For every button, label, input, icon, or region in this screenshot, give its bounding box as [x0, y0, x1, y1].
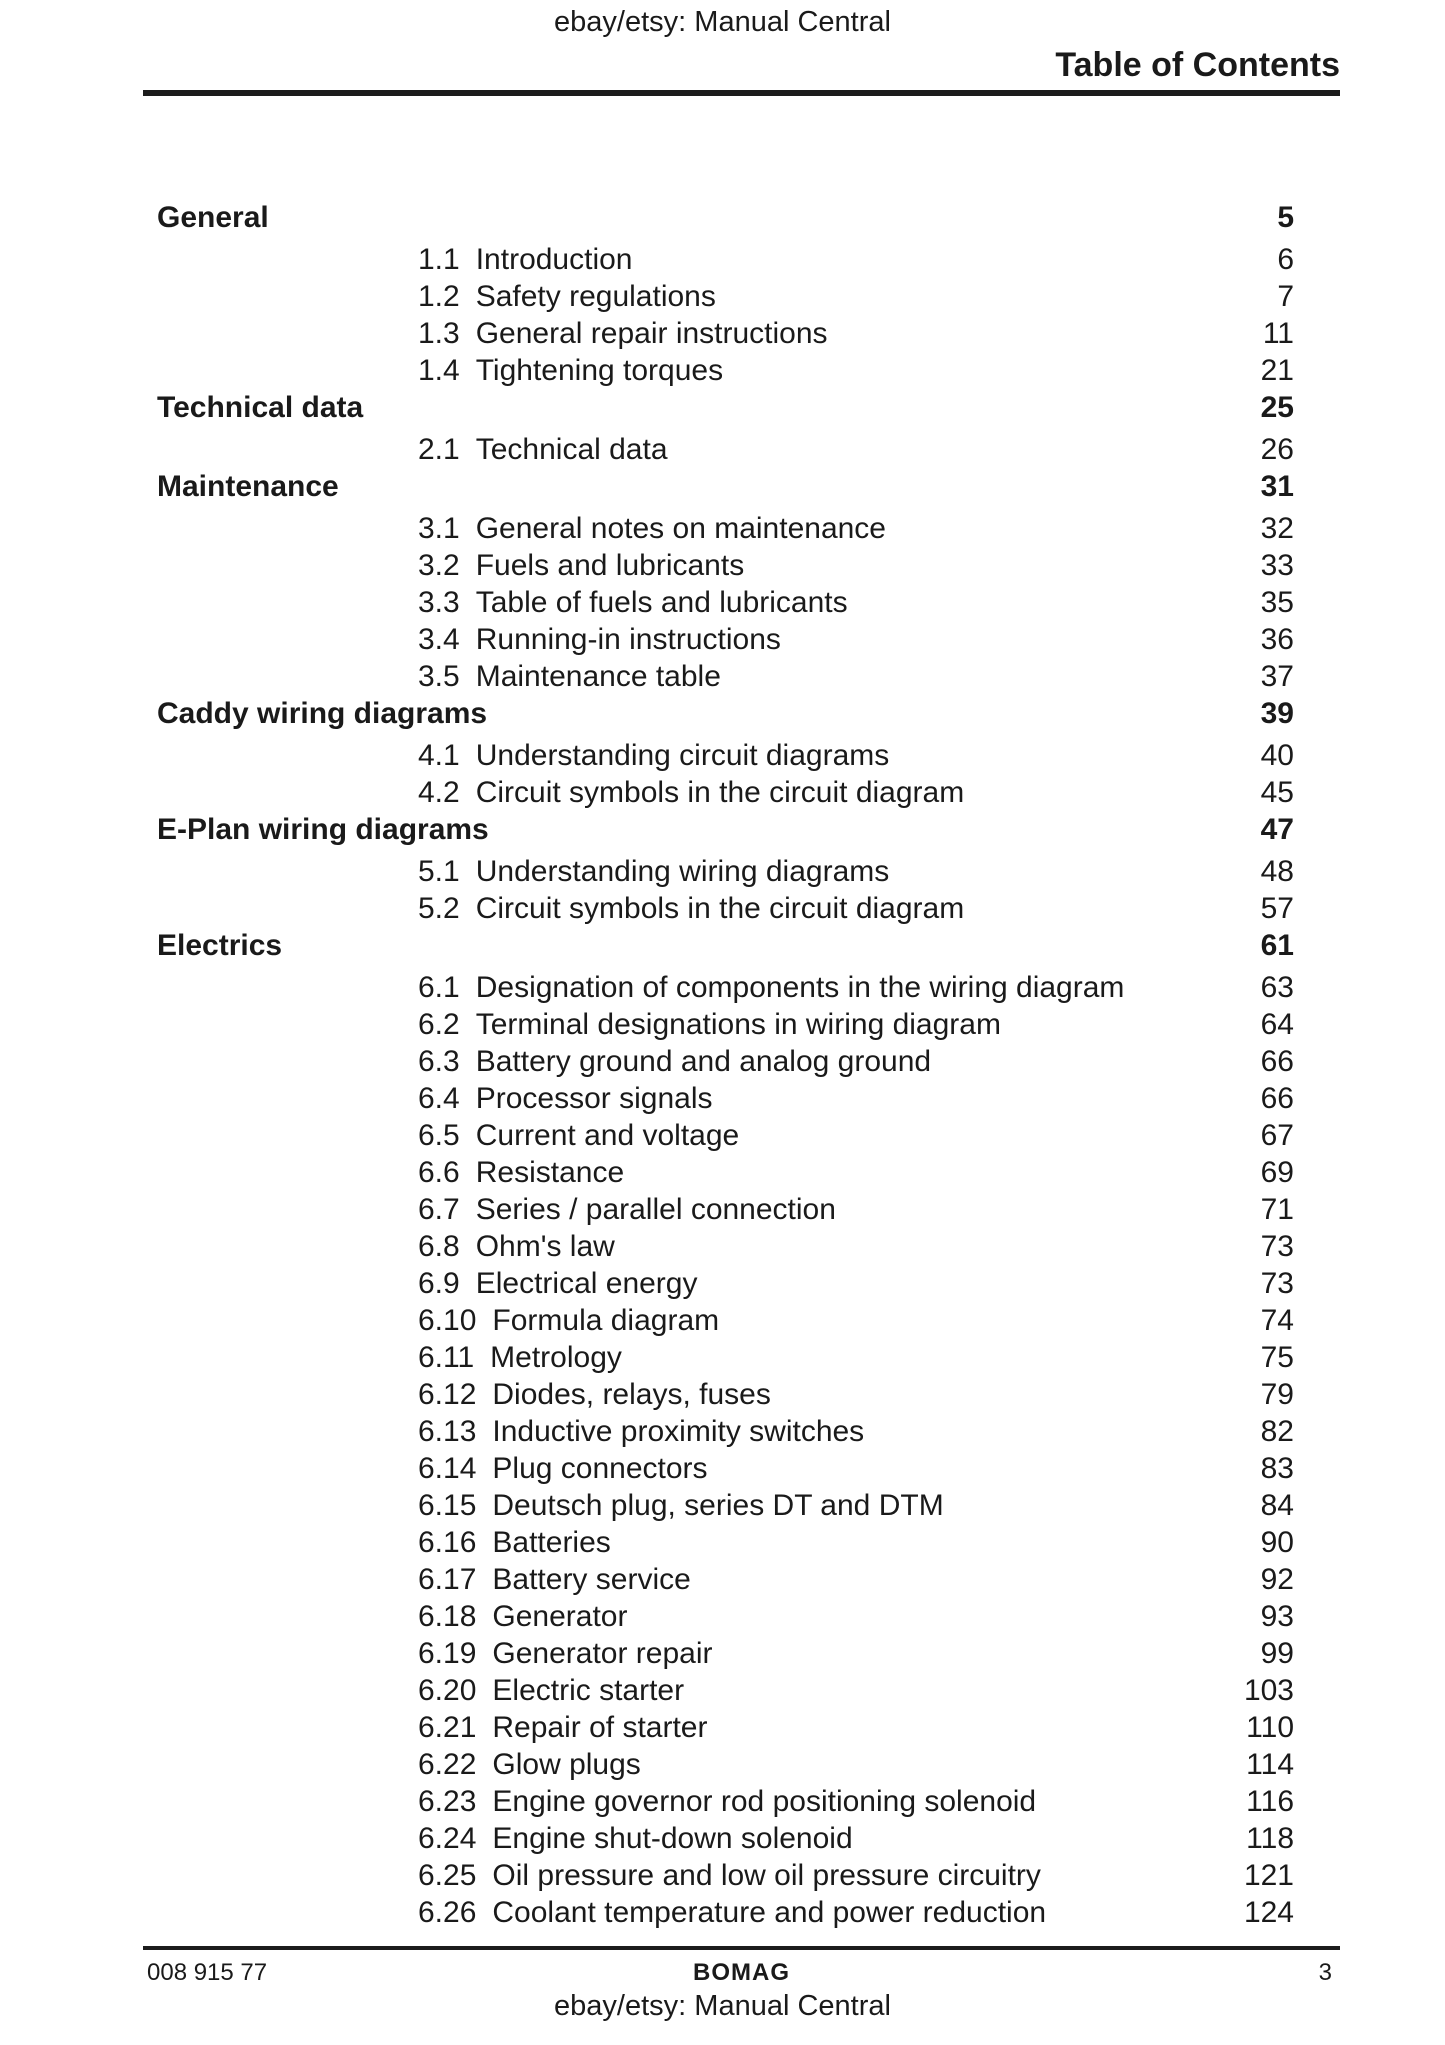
- toc-page-number: 93: [1260, 1600, 1294, 1633]
- toc-entry-title: General: [157, 201, 269, 234]
- toc-entry-title: Glow plugs: [492, 1748, 641, 1781]
- toc-entry-title: Engine shut-down solenoid: [492, 1822, 853, 1855]
- toc-entry-title: Engine governor rod positioning solenoid: [492, 1785, 1037, 1818]
- toc-entry-title: Diodes, relays, fuses: [492, 1378, 771, 1411]
- toc-entry-number: 6.11: [418, 1341, 475, 1374]
- toc-row: [150, 1783, 1294, 1820]
- toc-entry-number: 6.7: [418, 1193, 460, 1226]
- toc-page-number: 5: [1277, 201, 1294, 234]
- toc-entry-title: Batteries: [492, 1526, 611, 1559]
- toc-entry-number: 6.1: [418, 971, 460, 1004]
- toc-entry-number: 5.1: [418, 855, 460, 888]
- toc-entry-number: 1.3: [418, 317, 460, 350]
- toc-row: [150, 584, 1294, 621]
- toc-entry-number: 4.2: [418, 776, 460, 809]
- toc-entry-title: Terminal designations in wiring diagram: [475, 1008, 1001, 1041]
- toc-page-number: 37: [1260, 660, 1294, 693]
- toc-page-number: 82: [1260, 1415, 1294, 1448]
- toc-section-row: [150, 468, 1294, 505]
- toc-entry-number: 6.26: [418, 1896, 477, 1929]
- toc-row: [150, 547, 1294, 584]
- toc-entry-title: E-Plan wiring diagrams: [157, 813, 489, 846]
- toc-entry-number: 6.18: [418, 1600, 477, 1633]
- toc-page-number: 39: [1260, 697, 1294, 730]
- toc-page-number: 79: [1260, 1378, 1294, 1411]
- toc-entry-title: Caddy wiring diagrams: [157, 697, 488, 730]
- toc-row: [150, 241, 1294, 278]
- toc-entry-title: Electrical energy: [475, 1267, 698, 1300]
- toc-entry-title: Understanding circuit diagrams: [475, 739, 890, 772]
- toc-row: [150, 1376, 1294, 1413]
- toc-entry-title: Plug connectors: [492, 1452, 708, 1485]
- toc-entry-title: Generator: [492, 1600, 628, 1633]
- toc-page-number: 83: [1260, 1452, 1294, 1485]
- toc-entry-number: 6.6: [418, 1156, 460, 1189]
- toc-page-number: 31: [1260, 470, 1294, 503]
- toc-row: [150, 969, 1294, 1006]
- toc-row: [150, 1820, 1294, 1857]
- toc-entry-number: 6.15: [418, 1489, 477, 1522]
- toc-page-number: 35: [1260, 586, 1294, 619]
- toc-row: [150, 1524, 1294, 1561]
- toc-entry-title: Electrics: [157, 929, 283, 962]
- toc-entry-title: Series / parallel connection: [475, 1193, 836, 1226]
- toc-entry-title: General notes on maintenance: [475, 512, 886, 545]
- toc-entry-title: Technical data: [475, 433, 668, 466]
- toc-entry-title: Introduction: [475, 243, 633, 276]
- toc-list: [150, 199, 1294, 1931]
- toc-entry-number: 4.1: [418, 739, 460, 772]
- toc-row: [150, 1413, 1294, 1450]
- toc-page-number: 11: [1262, 317, 1294, 350]
- toc-row: [150, 1746, 1294, 1783]
- toc-page-number: 26: [1260, 433, 1294, 466]
- toc-page-number: 118: [1246, 1822, 1294, 1855]
- toc-entry-title: Circuit symbols in the circuit diagram: [475, 776, 965, 809]
- toc-page-number: 69: [1260, 1156, 1294, 1189]
- toc-entry-title: Fuels and lubricants: [475, 549, 745, 582]
- toc-entry-title: Designation of components in the wiring diagram: [475, 971, 1125, 1004]
- toc-entry-number: 3.2: [418, 549, 460, 582]
- toc-entry-title: Inductive proximity switches: [492, 1415, 865, 1448]
- toc-page-number: 121: [1243, 1859, 1294, 1892]
- toc-page-number: 74: [1260, 1304, 1294, 1337]
- toc-entry-number: 6.9: [418, 1267, 460, 1300]
- toc-section-row: [150, 811, 1294, 848]
- toc-page-number: 47: [1260, 813, 1294, 846]
- toc-entry-number: 6.21: [418, 1711, 477, 1744]
- footer-doc-number: 008 915 77: [147, 1959, 268, 1986]
- toc-row: [150, 1265, 1294, 1302]
- toc-entry-title: Understanding wiring diagrams: [475, 855, 890, 888]
- toc-entry-number: 6.24: [418, 1822, 477, 1855]
- toc-entry-number: 6.23: [418, 1785, 477, 1818]
- toc-page-number: 71: [1260, 1193, 1294, 1226]
- top-header: ebay/etsy: Manual Central: [554, 6, 891, 38]
- toc-page-number: 64: [1260, 1008, 1294, 1041]
- toc-page-number: 21: [1260, 354, 1294, 387]
- toc-page-number: 124: [1243, 1896, 1294, 1929]
- toc-entry-title: Metrology: [490, 1341, 622, 1374]
- toc-row: [150, 774, 1294, 811]
- toc-page-number: 36: [1260, 623, 1294, 656]
- toc-entry-number: 6.17: [418, 1563, 477, 1596]
- toc-entry-number: 3.5: [418, 660, 460, 693]
- toc-entry-number: 6.2: [418, 1008, 460, 1041]
- toc-entry-number: 2.1: [418, 433, 460, 466]
- toc-entry-number: 5.2: [418, 892, 460, 925]
- toc-row: [150, 510, 1294, 547]
- toc-row: [150, 1450, 1294, 1487]
- toc-entry-number: 6.3: [418, 1045, 460, 1078]
- toc-row: [150, 1672, 1294, 1709]
- toc-page-number: 33: [1260, 549, 1294, 582]
- toc-entry-number: 6.13: [418, 1415, 477, 1448]
- toc-row: [150, 621, 1294, 658]
- toc-entry-title: Deutsch plug, series DT and DTM: [492, 1489, 944, 1522]
- toc-entry-number: 6.19: [418, 1637, 477, 1670]
- toc-page-number: 110: [1246, 1711, 1294, 1744]
- toc-row: [150, 431, 1294, 468]
- toc-row: [150, 352, 1294, 389]
- toc-entry-number: 6.4: [418, 1082, 460, 1115]
- toc-row: [150, 1191, 1294, 1228]
- toc-page-number: 6: [1277, 243, 1294, 276]
- toc-entry-number: 6.20: [418, 1674, 477, 1707]
- toc-entry-title: Current and voltage: [475, 1119, 740, 1152]
- toc-entry-title: Battery ground and analog ground: [475, 1045, 932, 1078]
- toc-page-number: 25: [1260, 391, 1294, 424]
- toc-row: [150, 1487, 1294, 1524]
- toc-section-row: [150, 199, 1294, 236]
- toc-row: [150, 1635, 1294, 1672]
- toc-row: [150, 1598, 1294, 1635]
- toc-section-row: [150, 389, 1294, 426]
- toc-entry-title: Running-in instructions: [475, 623, 781, 656]
- toc-page-number: 61: [1260, 929, 1294, 962]
- toc-entry-title: Coolant temperature and power reduction: [492, 1896, 1047, 1929]
- toc-page-number: 7: [1277, 280, 1294, 313]
- page-title: Table of Contents: [1055, 46, 1340, 84]
- footer-page-number: 3: [1318, 1959, 1332, 1986]
- toc-entry-number: 1.1: [418, 243, 460, 276]
- toc-entry-title: Repair of starter: [492, 1711, 708, 1744]
- toc-row: [150, 1709, 1294, 1746]
- toc-row: [150, 1561, 1294, 1598]
- toc-page-number: 32: [1260, 512, 1294, 545]
- toc-page-number: 73: [1260, 1267, 1294, 1300]
- toc-entry-number: 6.5: [418, 1119, 460, 1152]
- footer-brand-name: BOMAG: [693, 1959, 790, 1986]
- toc-entry-title: Ohm's law: [475, 1230, 615, 1263]
- footer-rule: [143, 1946, 1340, 1950]
- toc-entry-title: Tightening torques: [475, 354, 724, 387]
- toc-entry-number: 1.4: [418, 354, 460, 387]
- toc-page-number: 90: [1260, 1526, 1294, 1559]
- toc-entry-title: Resistance: [475, 1156, 625, 1189]
- toc-page-number: 66: [1260, 1082, 1294, 1115]
- toc-entry-number: 6.14: [418, 1452, 477, 1485]
- toc-entry-title: Generator repair: [492, 1637, 713, 1670]
- header-rule: [143, 90, 1340, 96]
- toc-entry-title: Maintenance table: [475, 660, 721, 693]
- toc-row: [150, 1080, 1294, 1117]
- toc-row: [150, 890, 1294, 927]
- toc-entry-title: Formula diagram: [492, 1304, 720, 1337]
- toc-page-number: 92: [1260, 1563, 1294, 1596]
- toc-page-number: 40: [1260, 739, 1294, 772]
- toc-row: [150, 278, 1294, 315]
- toc-row: [150, 1154, 1294, 1191]
- toc-row: [150, 1006, 1294, 1043]
- footer: [143, 1956, 1340, 1990]
- toc-page-number: 73: [1260, 1230, 1294, 1263]
- toc-row: [150, 853, 1294, 890]
- toc-page-number: 63: [1260, 971, 1294, 1004]
- toc-row: [150, 1117, 1294, 1154]
- toc-entry-title: Circuit symbols in the circuit diagram: [475, 892, 965, 925]
- toc-row: [150, 315, 1294, 352]
- toc-row: [150, 1228, 1294, 1265]
- toc-entry-number: 6.12: [418, 1378, 477, 1411]
- toc-entry-title: Table of fuels and lubricants: [475, 586, 848, 619]
- toc-section-row: [150, 695, 1294, 732]
- toc-entry-number: 3.1: [418, 512, 460, 545]
- toc-entry-number: 6.25: [418, 1859, 477, 1892]
- toc-section-row: [150, 927, 1294, 964]
- toc-entry-title: Safety regulations: [475, 280, 716, 313]
- toc-page-number: 45: [1260, 776, 1294, 809]
- toc-entry-number: 3.3: [418, 586, 460, 619]
- toc-entry-number: 6.16: [418, 1526, 477, 1559]
- toc-row: [150, 737, 1294, 774]
- toc-page-number: 48: [1260, 855, 1294, 888]
- toc-entry-title: Maintenance: [157, 470, 339, 503]
- toc-row: [150, 1894, 1294, 1931]
- toc-page-number: 116: [1246, 1785, 1294, 1818]
- toc-page-number: 99: [1260, 1637, 1294, 1670]
- toc-page-number: 67: [1260, 1119, 1294, 1152]
- toc-entry-number: 1.2: [418, 280, 460, 313]
- toc-page-number: 57: [1260, 892, 1294, 925]
- toc-page-number: 103: [1243, 1674, 1294, 1707]
- toc-row: [150, 1302, 1294, 1339]
- toc-row: [150, 1043, 1294, 1080]
- toc-entry-title: General repair instructions: [475, 317, 828, 350]
- toc-entry-number: 6.10: [418, 1304, 477, 1337]
- toc-entry-title: Battery service: [492, 1563, 691, 1596]
- toc-row: [150, 1857, 1294, 1894]
- toc-row: [150, 1339, 1294, 1376]
- toc-entry-number: 6.22: [418, 1748, 477, 1781]
- toc-page-number: 75: [1260, 1341, 1294, 1374]
- toc-entry-title: Technical data: [157, 391, 364, 424]
- toc-entry-number: 6.8: [418, 1230, 460, 1263]
- toc-page-number: 84: [1260, 1489, 1294, 1522]
- toc-entry-number: 3.4: [418, 623, 460, 656]
- toc-page-number: 114: [1246, 1748, 1294, 1781]
- toc-page-number: 66: [1260, 1045, 1294, 1078]
- bottom-header: ebay/etsy: Manual Central: [554, 1990, 891, 2022]
- toc-entry-title: Electric starter: [492, 1674, 685, 1707]
- toc-row: [150, 658, 1294, 695]
- toc-entry-title: Processor signals: [475, 1082, 713, 1115]
- toc-entry-title: Oil pressure and low oil pressure circuitry: [492, 1859, 1041, 1892]
